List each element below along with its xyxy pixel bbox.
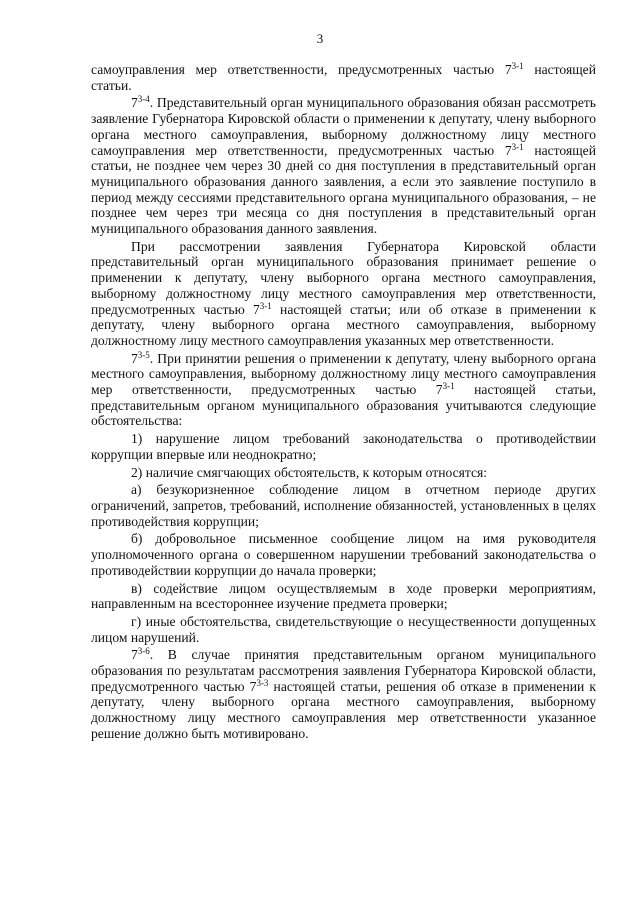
paragraph-7-3-4 xyxy=(91,95,596,236)
superscript: 3-5 xyxy=(137,349,150,360)
text-run: настоящей статьи, представительным органом муниципального образования учитываются следующие обстоятельства: xyxy=(91,382,596,429)
paragraph-7-3-5 xyxy=(91,351,596,430)
list-item-1: 1) нарушение лицом требований законодательства о противодействии коррупции впервые или неоднократно; xyxy=(91,431,596,462)
text-run: . При принятии решения о применении к депутату, члену выборного органа местного самоуправления, выборному должностному лицу местного самоуправления мер ответственности, предусмотренных частью 7 xyxy=(91,350,596,398)
text-run: настоящей статьи. xyxy=(91,62,596,93)
superscript: 3-1 xyxy=(259,300,272,311)
text-run: 7 xyxy=(131,95,138,111)
text-run: настоящей статьи, решения об отказе в применении к депутату, члену выборного органа местного самоуправления, выборному должностному лицу местного самоуправления мер ответственности указанное решение должно быть мотивировано. xyxy=(91,678,596,741)
superscript: 3-6 xyxy=(137,646,150,657)
list-item-v: в) содействие лицом осуществляемым в ходе проверки мероприятиям, направленным на всестороннее изучение предмета проверки; xyxy=(91,580,596,612)
list-item-g: г) иные обстоятельства, свидетельствующие о несущественности допущенных лицом нарушений. xyxy=(91,613,596,645)
list-item-2: 2) наличие смягчающих обстоятельств, к которым относятся: xyxy=(131,464,488,480)
text-run: настоящей статьи, не позднее чем через 30 дней со дня поступления в представительный орган муниципального образования данного заявления, а если это заявление поступило в период между сессиями представительного органа муниципального образования, – не позднее чем через три месяца со дня поступления в представительный орган муниципального образования данного заявления. xyxy=(91,142,596,237)
text-run: самоуправления мер ответственности, предусмотренных частью 7 xyxy=(91,62,512,77)
document-body xyxy=(91,62,596,744)
superscript: 3-4 xyxy=(137,94,150,105)
superscript: 3-1 xyxy=(511,141,524,152)
page-number: 3 xyxy=(316,31,324,46)
paragraph-7-3-6 xyxy=(91,647,596,741)
text-run: . В случае принятия представительным органом муниципального образования по результатам рассмотрения заявления Губернатора Кировской области, предусмотренного частью 7 xyxy=(91,647,596,694)
text-run: . Представительный орган муниципального образования обязан рассмотреть заявление Губернатора Кировской области о применении к депутату, члену выборного органа местного самоуправления, выборному должностному лицу местного самоуправления мер ответственности, предусмотренных частью 7 xyxy=(91,95,596,158)
superscript: 3-1 xyxy=(511,61,524,71)
superscript: 3-3 xyxy=(256,677,269,688)
text-run: 7 xyxy=(131,350,138,366)
text-run: 7 xyxy=(131,647,138,663)
list-item-a: а) безукоризненное соблюдение лицом в отчетном периоде других ограничений, запретов, требований, исполнение обязанностей, установленных в целях противодействия коррупции; xyxy=(91,482,596,529)
text-run: настоящей статьи; или об отказе в применении к депутату, члену выборного органа местного самоуправления, выборному должностному лицу местного самоуправления указанных мер ответственности. xyxy=(91,301,596,348)
list-item-b: б) добровольное письменное сообщение лицом на имя руководителя уполномоченного органа о совершенном нарушении требований законодательства о противодействии коррупции до начала проверки; xyxy=(91,531,596,578)
superscript: 3-1 xyxy=(442,381,455,392)
paragraph-continuation xyxy=(91,62,596,93)
text-run: При рассмотрении заявления Губернатора Кировской области представительный орган муниципального образования принимает решение о применении к депутату, члену выборного органа местного самоуправления, выборному должностному лицу местного самоуправления мер ответственности, предусмотренных частью 7 xyxy=(91,238,596,317)
paragraph-consideration xyxy=(91,239,596,349)
